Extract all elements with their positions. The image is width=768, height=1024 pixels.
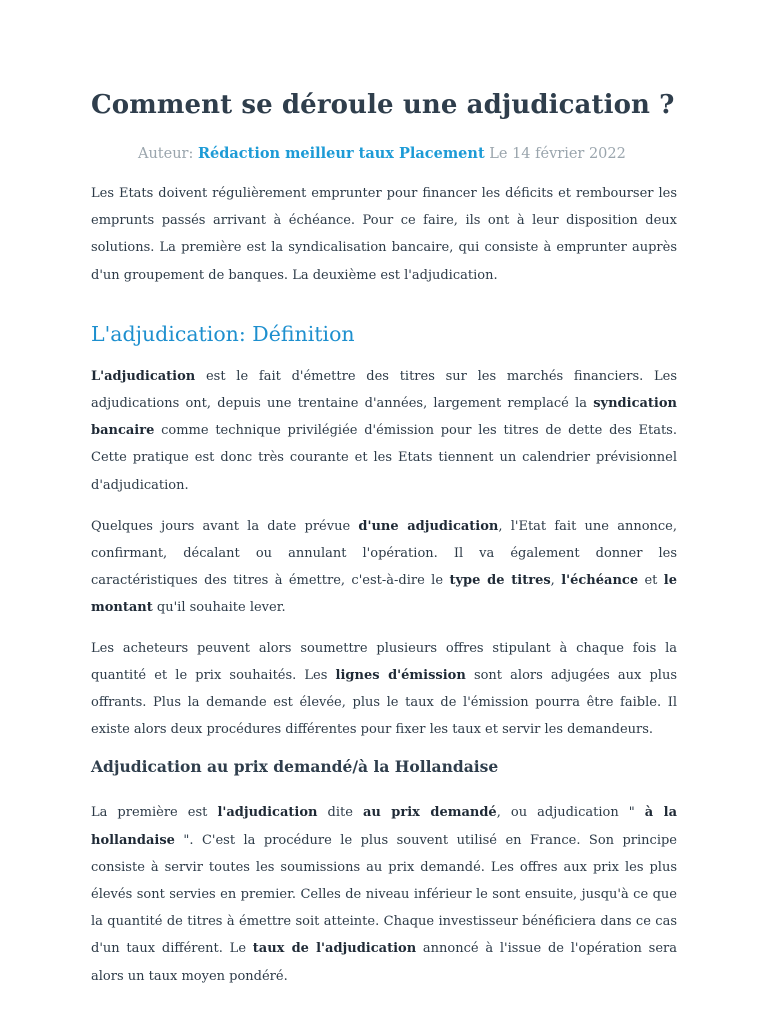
text-span: est le fait d'émettre des titres sur les marchés financiers. Les adjudications ont, depuis une trentaine d'années, largement remplacé la bbox=[91, 368, 677, 412]
text-span: et bbox=[638, 573, 664, 589]
bold-term: au prix demandé bbox=[362, 805, 497, 821]
bold-term: d'une adjudication bbox=[358, 518, 499, 534]
publish-date: Le 14 février 2022 bbox=[484, 146, 626, 162]
definition-paragraph bbox=[91, 363, 677, 499]
bold-term: le montant bbox=[91, 573, 678, 616]
text-span: comme technique privilégiée d'émission pour les titres de dette des Etats. Cette pratique est donc très courante et les Etats tiennent un calendrier prévisionnel d'adjudication. bbox=[91, 423, 677, 493]
text-span: La première est bbox=[91, 805, 218, 821]
bold-term: l'échéance bbox=[561, 573, 639, 589]
offers-paragraph bbox=[91, 635, 677, 744]
author-prefix: Auteur: bbox=[138, 146, 198, 162]
text-span: Les acheteurs peuvent alors soumettre plusieurs offres stipulant à chaque fois la quantité et le prix souhaités. Les bbox=[91, 640, 677, 683]
bold-term: à la hollandaise bbox=[91, 805, 677, 848]
text-span: ". C'est la procédure le plus souvent utilisé en France. Son principe consiste à servir toutes les soumissions au prix demandé. Les offres aux prix les plus élevés sont servies en premier. Celles de niveau inférieur le sont ensuite, jusqu'à ce que la quantité de titres à émettre soit atteinte. Chaque investisseur bénéficiera dans ce cas d'un taux différent. Le bbox=[91, 832, 677, 957]
text-span: , bbox=[550, 573, 562, 589]
text-span: Quelques jours avant la date prévue bbox=[91, 518, 359, 534]
bold-term: syndication bancaire bbox=[91, 396, 677, 439]
article-meta bbox=[91, 144, 677, 164]
text-span: dite bbox=[317, 805, 363, 821]
text-span: , l'Etat fait une annonce, confirmant, décalant ou annulant l'opération. Il va également donner les caractéristiques des titres à émettre, c'est-à-dire le bbox=[91, 518, 677, 589]
bold-term: lignes d'émission bbox=[335, 667, 466, 683]
page-title: Comment se déroule une adjudication ? bbox=[91, 90, 675, 120]
subsection-heading: Adjudication au prix demandé/à la Hollandaise bbox=[91, 757, 499, 777]
text-span: annoncé à l'issue de l'opération sera alors un taux moyen pondéré. bbox=[91, 941, 677, 984]
section-heading: L'adjudication: Définition bbox=[91, 321, 355, 346]
author-link[interactable]: Rédaction meilleur taux Placement bbox=[197, 145, 485, 162]
announcement-paragraph bbox=[91, 513, 677, 622]
bold-term: l'adjudication bbox=[217, 805, 318, 821]
dutch-auction-paragraph bbox=[91, 799, 677, 989]
bold-term: taux de l'adjudication bbox=[252, 941, 417, 957]
text-span: sont alors adjugées aux plus offrants. Plus la demande est élevée, plus le taux de l'émission pourra être faible. Il existe alors deux procédures différentes pour fixer les taux et servir les demandeurs. bbox=[91, 667, 677, 738]
intro-paragraph: Les Etats doivent régulièrement emprunter pour financer les déficits et rembourser les emprunts passés arrivant à échéance. Pour ce faire, ils ont à leur disposition deux solutions. La première est la syndicalisation bancaire, qui consiste à emprunter auprès d'un groupement de banques. La deuxième est l'adjudication. bbox=[91, 186, 677, 283]
bold-term: type de titres bbox=[449, 573, 551, 589]
text-span: qu'il souhaite lever. bbox=[152, 600, 286, 616]
text-span: , ou adjudication " bbox=[496, 805, 645, 821]
bold-term: L'adjudication bbox=[91, 368, 196, 384]
